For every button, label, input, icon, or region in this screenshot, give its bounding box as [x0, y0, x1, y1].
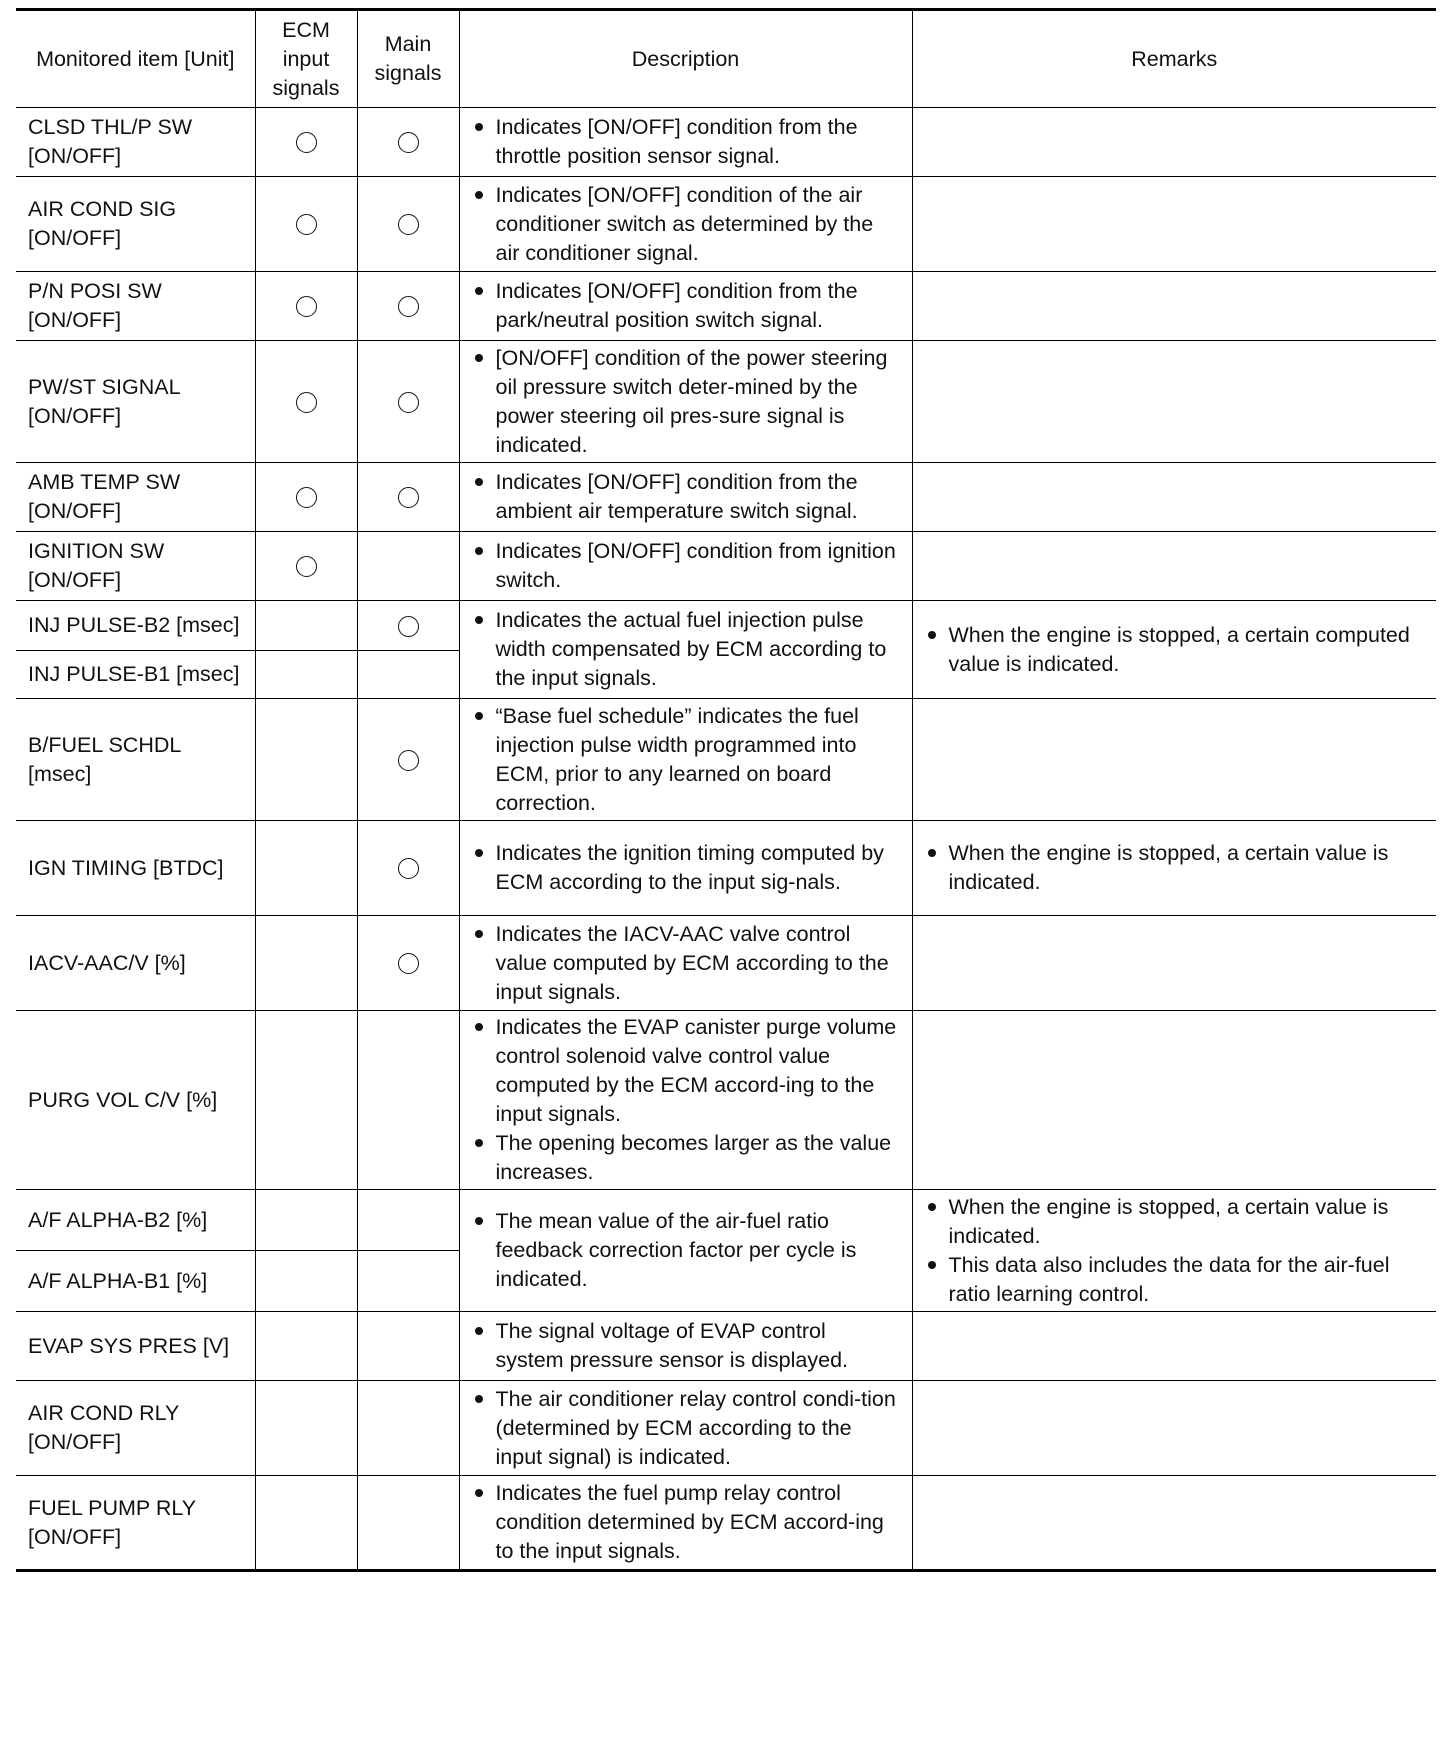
main-signal-cell [357, 821, 459, 916]
remarks-cell [912, 1190, 1436, 1312]
description-cell [459, 1011, 912, 1190]
remarks-cell [912, 177, 1436, 272]
ecm-input-cell [255, 601, 357, 651]
bullet-item: This data also includes the data for the air-fuel ratio learning control. [925, 1251, 1425, 1309]
bullet-item: Indicates the fuel pump relay control condition determined by ECM accord-ing to the input signals. [472, 1479, 900, 1566]
header-ecm-line3: signals [272, 75, 340, 100]
description-cell [459, 272, 912, 341]
description-cell [459, 1476, 912, 1571]
bullet-item: When the engine is stopped, a certain computed value is indicated. [925, 621, 1425, 679]
ecm-input-cell [255, 916, 357, 1011]
row-fuel-pump-rly [16, 1476, 1436, 1571]
header-main-line1: Main [384, 32, 432, 56]
ecm-input-cell [255, 651, 357, 699]
item-cell: CLSD THL/P SW [ON/OFF] [16, 108, 255, 177]
item-cell: EVAP SYS PRES [V] [16, 1312, 255, 1381]
ecm-input-cell [255, 108, 357, 177]
remarks-cell [912, 916, 1436, 1011]
description-cell [459, 1190, 912, 1312]
monitor-item-table-page [16, 8, 1436, 1572]
bullet-item: Indicates [ON/OFF] condition from the ambient air temperature switch signal. [472, 468, 900, 526]
row-purg-vol-c-v [16, 1011, 1436, 1190]
ecm-input-cell [255, 463, 357, 532]
item-cell: B/FUEL SCHDL [msec] [16, 699, 255, 821]
bullet-item: Indicates [ON/OFF] condition of the air conditioner switch as determined by the air conditioner signal. [472, 181, 900, 268]
bullet-item: The opening becomes larger as the value increases. [472, 1129, 900, 1187]
description-cell [459, 821, 912, 916]
remarks-cell [912, 1381, 1436, 1476]
ecm-input-cell [255, 177, 357, 272]
row-evap-sys-pres [16, 1312, 1436, 1381]
row-amb-temp-sw [16, 463, 1436, 532]
description-cell [459, 1312, 912, 1381]
circle-mark-icon [296, 214, 317, 235]
ecm-input-cell [255, 1381, 357, 1476]
header-row [16, 10, 1436, 108]
bullet-item: The air conditioner relay control condi-tion (determined by ECM according to the input signal) is indicated. [472, 1385, 900, 1472]
header-remarks: Remarks [912, 10, 1436, 108]
main-signal-cell [357, 1476, 459, 1571]
item-cell: A/F ALPHA-B2 [%] [16, 1190, 255, 1251]
main-signal-cell [357, 651, 459, 699]
description-cell [459, 341, 912, 463]
ecm-input-cell [255, 1190, 357, 1251]
circle-mark-icon [296, 296, 317, 317]
item-cell: AMB TEMP SW [ON/OFF] [16, 463, 255, 532]
description-cell [459, 108, 912, 177]
main-signal-cell [357, 463, 459, 532]
circle-mark-icon [398, 953, 419, 974]
remarks-cell [912, 1011, 1436, 1190]
header-description: Description [459, 10, 912, 108]
item-cell: INJ PULSE-B2 [msec] [16, 601, 255, 651]
row-inj-pulse-b2 [16, 601, 1436, 651]
circle-mark-icon [398, 392, 419, 413]
main-signal-cell [357, 1011, 459, 1190]
ecm-input-cell [255, 699, 357, 821]
circle-mark-icon [398, 616, 419, 637]
row-pw-st-signal [16, 341, 1436, 463]
ecm-input-cell [255, 341, 357, 463]
ecm-input-cell [255, 1312, 357, 1381]
ecm-input-cell [255, 821, 357, 916]
description-cell [459, 532, 912, 601]
ecm-input-cell [255, 1476, 357, 1571]
main-signal-cell [357, 1251, 459, 1312]
description-cell [459, 177, 912, 272]
item-cell: A/F ALPHA-B1 [%] [16, 1251, 255, 1312]
main-signal-cell [357, 108, 459, 177]
remarks-cell [912, 272, 1436, 341]
remarks-cell [912, 341, 1436, 463]
ecm-input-cell [255, 1011, 357, 1190]
item-cell: AIR COND SIG [ON/OFF] [16, 177, 255, 272]
description-cell [459, 699, 912, 821]
circle-mark-icon [296, 392, 317, 413]
bullet-item: The mean value of the air-fuel ratio feedback correction factor per cycle is indicated. [472, 1207, 900, 1294]
remarks-cell [912, 1312, 1436, 1381]
description-cell [459, 916, 912, 1011]
remarks-cell [912, 601, 1436, 699]
bullet-item: Indicates [ON/OFF] condition from the throttle position sensor signal. [472, 113, 900, 171]
bullet-item: Indicates [ON/OFF] condition from ignition switch. [472, 537, 900, 595]
bullet-item: Indicates [ON/OFF] condition from the park/neutral position switch signal. [472, 277, 900, 335]
item-cell: AIR COND RLY [ON/OFF] [16, 1381, 255, 1476]
item-cell: PURG VOL C/V [%] [16, 1011, 255, 1190]
row-air-cond-rly [16, 1381, 1436, 1476]
row-ignition-sw [16, 532, 1436, 601]
main-signal-cell [357, 699, 459, 821]
main-signal-cell [357, 1190, 459, 1251]
row-air-cond-sig [16, 177, 1436, 272]
item-cell: IGNITION SW [ON/OFF] [16, 532, 255, 601]
ecm-input-cell [255, 532, 357, 601]
bullet-item: The signal voltage of EVAP control system pressure sensor is displayed. [472, 1317, 900, 1375]
row-clsd-thl-p-sw [16, 108, 1436, 177]
main-signal-cell [357, 177, 459, 272]
circle-mark-icon [398, 214, 419, 235]
item-cell: P/N POSI SW [ON/OFF] [16, 272, 255, 341]
bullet-item: Indicates the IACV-AAC valve control value computed by ECM according to the input signals. [472, 920, 900, 1007]
circle-mark-icon [398, 296, 419, 317]
remarks-cell [912, 1476, 1436, 1571]
remarks-cell [912, 108, 1436, 177]
item-cell: IACV-AAC/V [%] [16, 916, 255, 1011]
item-cell: PW/ST SIGNAL [ON/OFF] [16, 341, 255, 463]
bullet-item: Indicates the ignition timing computed by ECM according to the input sig-nals. [472, 839, 900, 897]
main-signal-cell [357, 601, 459, 651]
remarks-cell [912, 532, 1436, 601]
circle-mark-icon [296, 556, 317, 577]
bullet-item: Indicates the actual fuel injection pulse width compensated by ECM according to the input signals. [472, 606, 900, 693]
description-cell [459, 463, 912, 532]
bullet-item: When the engine is stopped, a certain value is indicated. [925, 839, 1425, 897]
ecm-input-cell [255, 272, 357, 341]
header-main-line2: signals [374, 61, 442, 85]
item-cell: IGN TIMING [BTDC] [16, 821, 255, 916]
header-monitored-item: Monitored item [Unit] [16, 10, 255, 108]
row-iacv-aac-v [16, 916, 1436, 1011]
bullet-item: [ON/OFF] condition of the power steering oil pressure switch deter-mined by the power steering oil pres-sure signal is indicated. [472, 344, 900, 460]
main-signal-cell [357, 272, 459, 341]
main-signal-cell [357, 916, 459, 1011]
circle-mark-icon [398, 132, 419, 153]
ecm-input-cell [255, 1251, 357, 1312]
circle-mark-icon [398, 487, 419, 508]
remarks-cell [912, 699, 1436, 821]
circle-mark-icon [398, 858, 419, 879]
bullet-item: “Base fuel schedule” indicates the fuel injection pulse width programmed into ECM, prior to any learned on board correction. [472, 702, 900, 818]
item-cell: FUEL PUMP RLY [ON/OFF] [16, 1476, 255, 1571]
bullet-item: When the engine is stopped, a certain value is indicated. [925, 1193, 1425, 1251]
main-signal-cell [357, 341, 459, 463]
row-af-alpha-b2 [16, 1190, 1436, 1251]
header-ecm-line1: ECM [282, 17, 330, 42]
row-ign-timing [16, 821, 1436, 916]
header-ecm-input-signals [255, 10, 357, 108]
header-ecm-line2: input [282, 46, 330, 71]
circle-mark-icon [296, 487, 317, 508]
main-signal-cell [357, 1381, 459, 1476]
header-main-signals [357, 10, 459, 108]
item-cell: INJ PULSE-B1 [msec] [16, 651, 255, 699]
monitor-item-table [16, 8, 1436, 1572]
bullet-item: Indicates the EVAP canister purge volume control solenoid valve control value computed by the ECM accord-ing to the input signals. [472, 1013, 900, 1129]
main-signal-cell [357, 532, 459, 601]
circle-mark-icon [296, 132, 317, 153]
description-cell [459, 1381, 912, 1476]
description-cell [459, 601, 912, 699]
remarks-cell [912, 463, 1436, 532]
remarks-cell [912, 821, 1436, 916]
circle-mark-icon [398, 750, 419, 771]
main-signal-cell [357, 1312, 459, 1381]
row-pn-posi-sw [16, 272, 1436, 341]
row-b-fuel-schdl [16, 699, 1436, 821]
